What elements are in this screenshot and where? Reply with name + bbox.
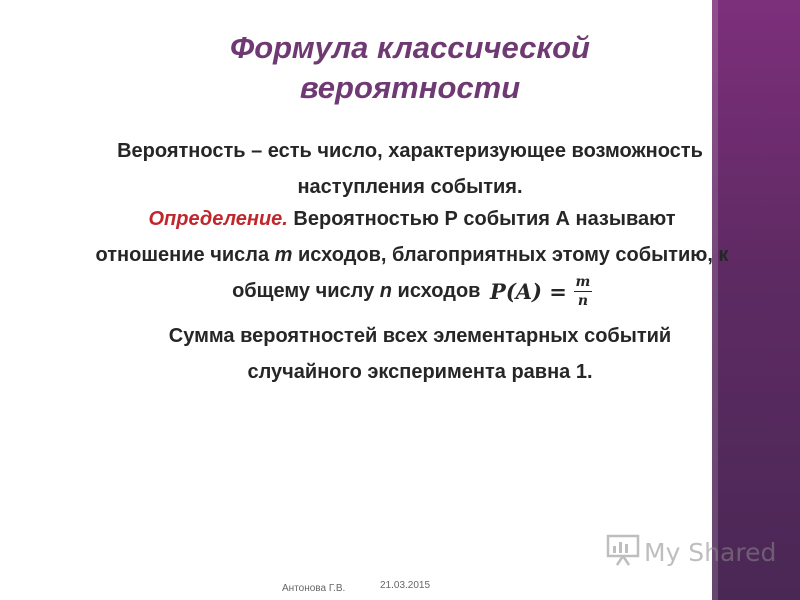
fraction-bar bbox=[574, 291, 592, 292]
definition-paragraph bbox=[92, 201, 732, 310]
formula-denominator: n bbox=[577, 293, 588, 310]
sum-statement: Сумма вероятностей всех элементарных событий случайного эксперимента равна 1. bbox=[168, 325, 672, 383]
definition-text-a: Вероятностью Р события А называют отношение числа bbox=[95, 208, 676, 266]
formula-fraction bbox=[574, 274, 592, 309]
formula-lhs: 𝑷(𝑨) = bbox=[490, 278, 567, 304]
slide-title: Формула классической вероятности bbox=[230, 30, 590, 105]
myshared-watermark bbox=[606, 533, 776, 572]
definition-text-b: исходов, благоприятных этому событию, к общему числу bbox=[232, 244, 729, 302]
definition-text-c: исходов bbox=[391, 280, 487, 302]
variable-m: m bbox=[274, 244, 293, 266]
variable-n: n bbox=[379, 280, 392, 302]
footer-author: Антонова Г.В. bbox=[282, 583, 346, 594]
presentation-icon bbox=[606, 533, 640, 572]
footer-date: 21.03.2015 bbox=[380, 580, 431, 591]
definition-label: Определение. bbox=[148, 208, 288, 230]
probability-formula bbox=[490, 274, 592, 310]
watermark-text: My Shared bbox=[644, 538, 777, 567]
formula-numerator: m bbox=[575, 274, 591, 291]
probability-description: Вероятность – есть число, характеризующее возможность наступления события. bbox=[117, 140, 703, 198]
